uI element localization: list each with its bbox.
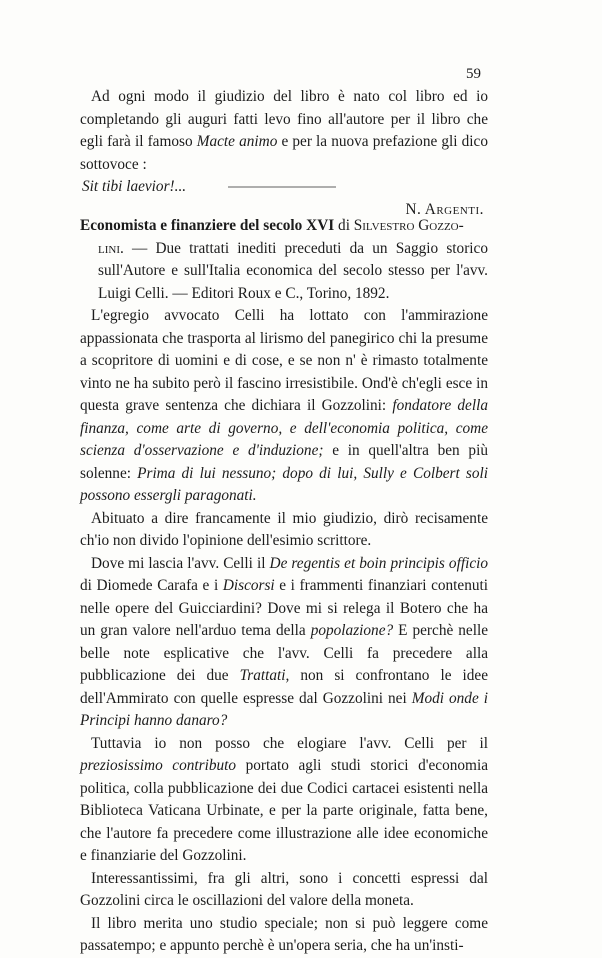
closing-italic: Macte animo — [196, 133, 278, 150]
entry-author-1: Silvestro Gozzo- — [353, 217, 464, 234]
p1-text-b: e in quell'altra ben più solenne: — [80, 442, 488, 482]
p3-italic-2: Discorsi — [222, 577, 275, 594]
author-signature: N. Argenti. — [405, 200, 484, 218]
paragraph-4 — [80, 733, 488, 868]
closing-tail: e per la nuova prefazione gli dico sottovoce : — [80, 133, 488, 173]
closing-text: Ad ogni modo il giudizio del libro è nato col libro ed io completando gli auguri fatti levo fino all'autore per il libro che egli farà il famoso — [80, 88, 488, 150]
p4-italic: preziosissimo contributo — [80, 757, 237, 774]
page-number: 59 — [466, 66, 481, 82]
section-divider — [228, 186, 336, 188]
latin-motto: Sit tibi laevior!... — [82, 178, 187, 195]
entry-title: Economista e finanziere del secolo XVI — [80, 217, 335, 234]
p3-italic-3: popolazione? — [310, 622, 394, 639]
book-review — [80, 215, 488, 958]
p3-italic-1: De regentis et boin principis officio — [269, 554, 489, 572]
p4-text-a: Tuttavia io non posso che elogiare l'avv. Celli per il — [91, 734, 488, 752]
p3-italic-4: Trattati, — [239, 667, 290, 684]
p3-text-a: Dove mi lascia l'avv. Celli il — [91, 554, 270, 572]
p1-italic-2: Prima di lui nessuno; dopo di lui, Sully e Colbert soli possono essergli paragonati. — [80, 464, 488, 504]
paragraph-3 — [80, 553, 488, 733]
p3-italic-5: Modi onde i Principi hanno danaro? — [80, 689, 488, 729]
p3-text-c: e i frammenti finanziari contenuti nelle opere del Guicciardini? Dove mi si relega il Botero che ha un gran valore nell'arduo tema della — [80, 577, 489, 639]
p3-text-d: E perchè nelle belle note esplicative che l'avv. Celli fa precedere alla pubblicazione dei due — [80, 622, 488, 684]
p3-text-b: di Diomede Carafa e i — [80, 577, 223, 594]
p1-text-a: L'egregio avvocato Celli ha lottato con l'ammirazione appassionata che trasporta al lirismo del panegirico chi la presume a scopritore di uomini e di cose, e se non n' è rimasto totalmente vinto ne ha subito però il fascino irresistibile. Ond'è ch'egli esce in questa grave sentenza che dichiara il Gozzolini: — [80, 307, 488, 414]
p3-text-e: non si confrontano le idee dell'Ammirato con quelle espresse dal Gozzolini nei — [80, 667, 488, 707]
review-ending — [80, 86, 488, 221]
paragraph-6: Il libro merita uno studio speciale; non si può leggere come passatempo; e appunto perchè è un'opera seria, che ha un'insti- — [80, 914, 488, 954]
paragraph-1 — [80, 305, 488, 508]
entry-di: di — [334, 217, 354, 234]
entry-bibliographic: — Due trattati inediti preceduti da un Saggio storico sull'Autore e sull'Italia economica del secolo stesso per l'avv. Luigi Celli. — Editori Roux e C., Torino, 1892. — [98, 239, 488, 302]
p1-italic-1: fondatore della finanza, come arte di governo, e dell'economia politica, come scienza d'osservazione e d'induzione; — [80, 397, 488, 459]
entry-details — [80, 238, 488, 306]
paragraph-2: Abituato a dire francamente il mio giudizio, dirò recisamente ch'io non divido l'opinione dell'esimio scrittore. — [80, 509, 488, 549]
entry-author-2: lini. — [98, 239, 124, 257]
closing-paragraph — [80, 86, 488, 176]
paragraph-5: Interessantissimi, fra gli altri, sono i concetti espressi dal Gozzolini circa le oscillazioni del valore della moneta. — [80, 869, 488, 909]
entry-heading — [80, 215, 488, 238]
p4-text-b: portato agli studi storici d'economia politica, colla pubblicazione dei due Codici cartacei esistenti nella Biblioteca Vaticana Urbinate, e per la parte originale, fatta bene, che l'autore fa precedere come illustrazione alle idee economiche e finanziarie del Gozzolini. — [80, 757, 488, 864]
